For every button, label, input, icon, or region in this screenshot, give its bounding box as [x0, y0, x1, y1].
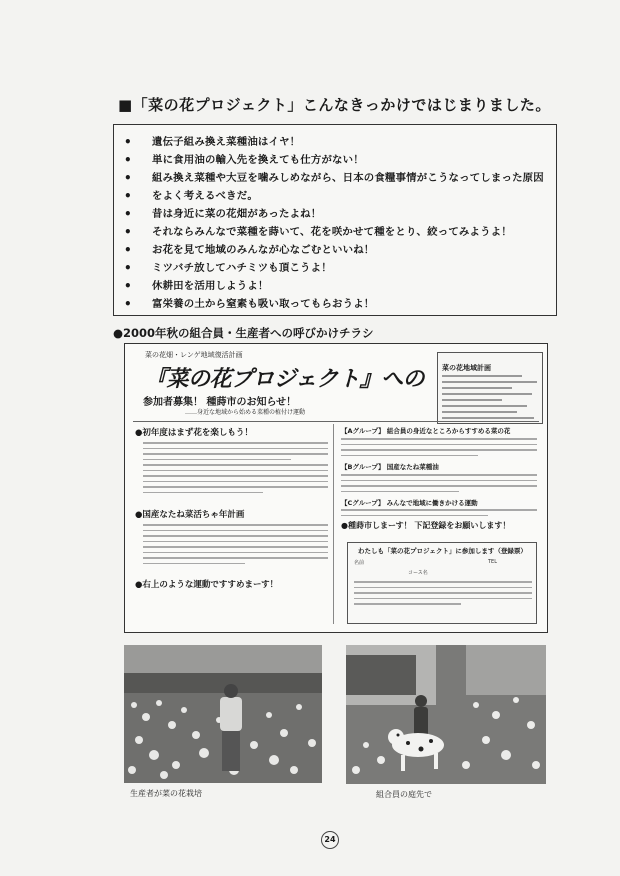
text-line [442, 399, 502, 401]
list-item: • 単に食用油の輸入先を換えても仕方がない！ [124, 151, 556, 169]
flyer-section-1: ●初年度はまず花を楽しもう！ [135, 428, 253, 438]
page-number: 24 [321, 831, 339, 849]
flyer-recruit: ●種蒔市しまーす！ 下記登録をお願いします！ [341, 521, 511, 530]
flyer-column-divider [333, 424, 334, 624]
flyer-heading: ●2000年秋の組合員・生産者への呼びかけチラシ [113, 326, 374, 340]
flyer-top-label: 菜の花畑・レンゲ地域復活計画 [145, 351, 243, 359]
flyer-section-3: ●右上のような運動ですすめまーす！ [135, 580, 279, 590]
list-item-continued: • をよく考えるべきだ。 [124, 187, 556, 205]
photo-producer-field [124, 645, 322, 783]
photo-garden-svg [346, 645, 546, 784]
text-line [442, 417, 534, 419]
flyer-body-text-1 [143, 442, 328, 497]
text-line [442, 405, 527, 407]
flyer-subtitle: 参加者募集！ 種蒔市のお知らせ！ [143, 397, 297, 408]
section-heading: ■「菜の花プロジェクト」こんなきっかけではじまりました。 [118, 96, 551, 114]
flyer-title: 『菜の花プロジェクト』への [145, 367, 425, 392]
flyer-plan-box [437, 352, 543, 424]
flyer-group-a: 【Aグループ】 組合員の身近なところからすすめる菜の花 [341, 427, 511, 435]
flyer-body-text-2 [143, 524, 328, 568]
flyer-group-b-text [341, 474, 537, 496]
list-item: • 遺伝子組み換え菜種油はイヤ！ [124, 133, 556, 151]
photo-caption-2: 組合員の庭先で [376, 790, 432, 799]
list-item: • 昔は身近に菜の花畑があったよね！ [124, 205, 556, 223]
flyer-image [124, 343, 548, 633]
flyer-group-c: 【Cグループ】 みんなで地域に働きかける運動 [341, 499, 478, 507]
flyer-group-b: 【Bグループ】 国産なたね菜種油 [341, 463, 439, 471]
flyer-section-2: ●国産なたね菜活ちゃ年計画 [135, 510, 245, 520]
list-item: • ミツバチ放してハチミツも頂こうよ！ [124, 259, 556, 277]
form-title: わたしも「菜の花プロジェクト」に参加します（登録票） [358, 547, 527, 555]
list-item: • 富栄養の土から窒素も吸い取ってもらおうよ！ [124, 295, 556, 313]
text-line [442, 381, 537, 383]
motivation-list-box [113, 124, 557, 316]
flyer-subtitle-note: ……身近な地域から始める菜種の植付け運動 [185, 409, 306, 416]
text-line [442, 387, 512, 389]
motivation-list [114, 125, 556, 313]
photo-member-garden [346, 645, 546, 784]
flyer-group-a-text [341, 438, 537, 460]
form-name-label: 名前 [354, 560, 365, 566]
form-course-label: コース名 [408, 570, 428, 576]
list-item: • お花を見て地域のみんなが心なごむといいね！ [124, 241, 556, 259]
photo-producer-svg [124, 645, 322, 783]
flyer-group-c-text [341, 509, 537, 520]
plan-heading: 菜の花地域計画 [442, 364, 491, 372]
list-item: • 休耕田を活用しようよ！ [124, 277, 556, 295]
list-item: • それならみんなで菜種を蒔いて、花を咲かせて種をとり、絞ってみようよ！ [124, 223, 556, 241]
text-line [442, 375, 522, 377]
flyer-divider [133, 421, 539, 422]
text-line [442, 393, 532, 395]
form-tel-label: TEL [488, 559, 497, 565]
flyer-registration-form [347, 542, 537, 624]
text-line [442, 411, 517, 413]
list-item: • 組み換え菜種や大豆を噛みしめながら、日本の食糧事情がこうなってしまった原因 [124, 169, 556, 187]
photo-caption-1: 生産者が菜の花栽培 [130, 789, 202, 798]
form-fields-text [354, 581, 532, 609]
